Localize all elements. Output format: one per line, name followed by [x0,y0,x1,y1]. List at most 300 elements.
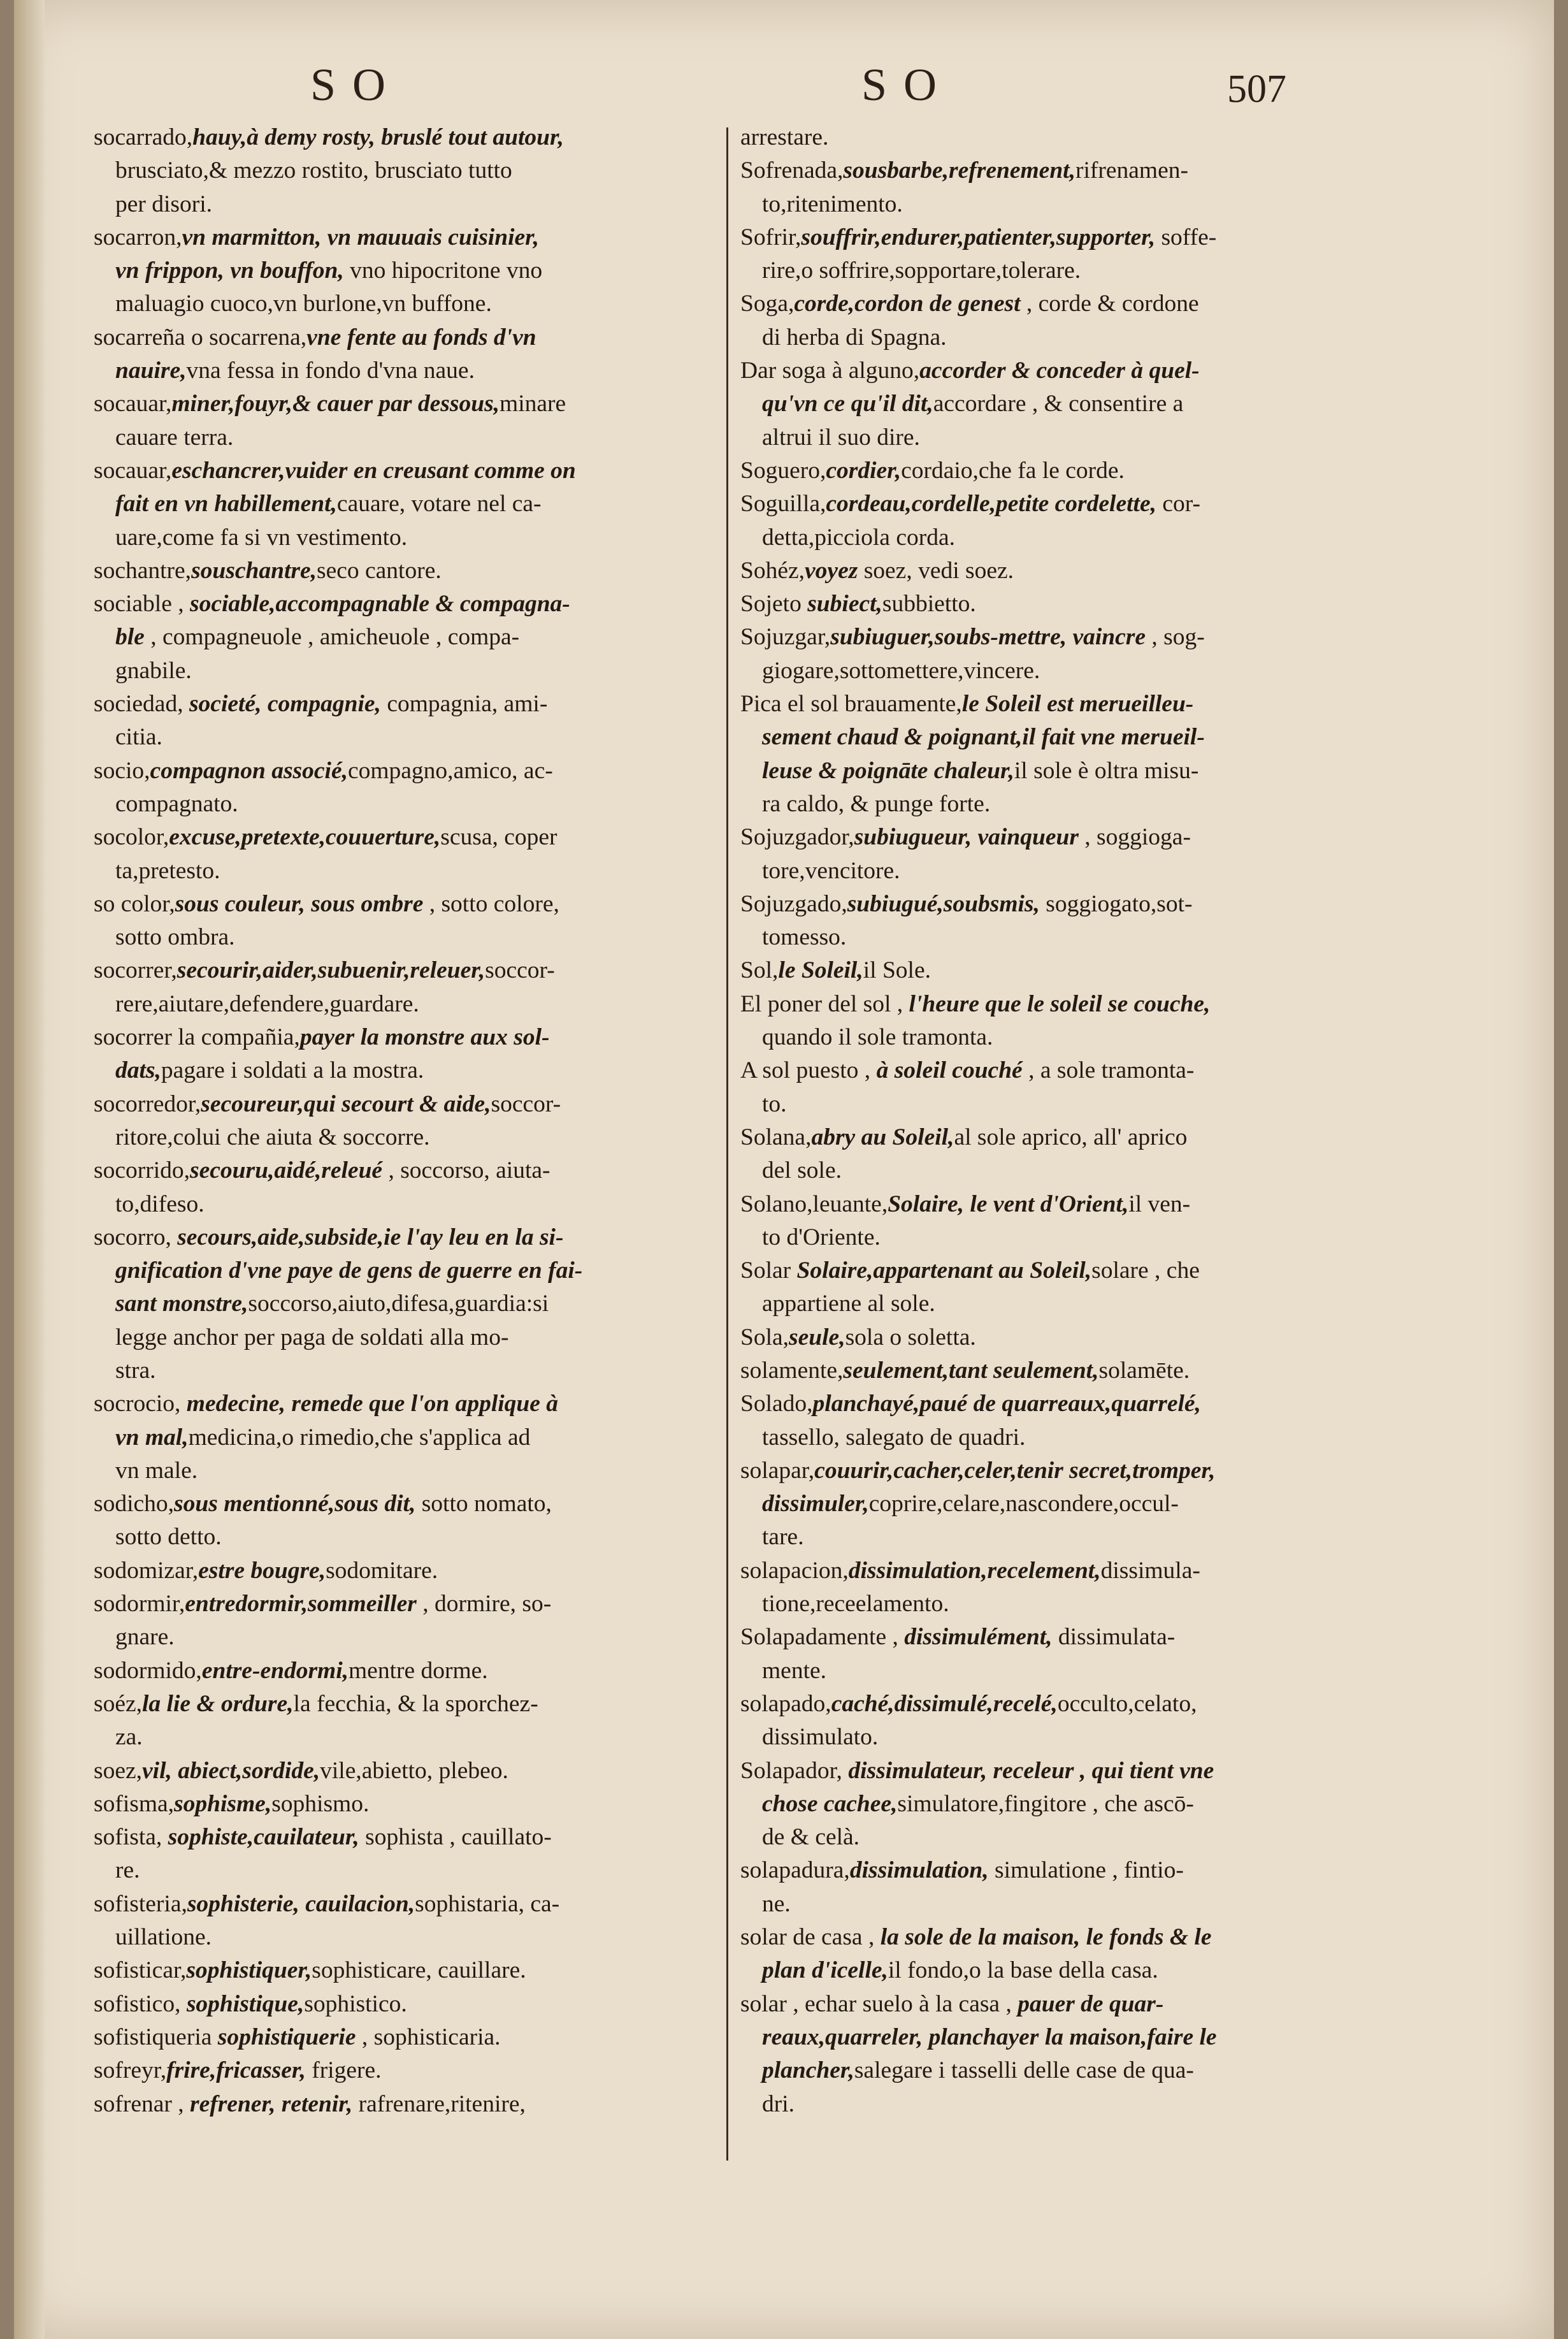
french-gloss: sophistique, [186,1990,305,2017]
entry-line [94,2021,756,2054]
entry-line [94,121,756,154]
french-gloss: le Soleil est merueilleu- [961,691,1194,718]
french-gloss: sophistiquerie [217,2024,356,2050]
entry-line [740,821,1403,854]
text-run: sodormir, [94,1591,185,1618]
french-gloss: dats, [115,1057,161,1084]
text-run: solare , che [1091,1257,1200,1284]
french-gloss: cordier, [826,457,902,484]
entry-line [740,855,1403,888]
french-gloss: nauire, [115,358,187,384]
entry-line [94,1755,756,1788]
french-gloss: sous mentionné,sous dit, [174,1491,416,1517]
entry-line [740,1321,1403,1354]
entry-line [94,688,756,721]
entry-line [94,1021,756,1054]
french-gloss: subiect, [807,591,882,618]
dictionary-entry [94,2088,756,2121]
french-gloss: subiuguer,soubs-mettre, vaincre [830,624,1146,651]
text-run: appartiene al sole. [762,1291,935,1317]
text-run: , corde & cordone [1020,291,1199,317]
entry-line [94,221,756,254]
text-run: Sojuzgador, [740,824,854,851]
dictionary-entry [740,1554,1403,1621]
dictionary-entry [94,387,756,454]
text-run: dissimulata- [1052,1624,1176,1651]
text-run: compagnia, ami- [380,691,548,718]
entry-line [94,1088,756,1121]
dictionary-entry [94,1954,756,1987]
entry-line [94,755,756,788]
text-run: quando il sole tramonta. [762,1024,993,1051]
text-run: Sola, [740,1324,789,1351]
entry-line [740,121,1403,154]
dictionary-entry [740,1387,1403,1454]
entry-line [740,287,1403,321]
text-run: sofreyr, [94,2057,167,2084]
french-gloss: ble [115,624,145,651]
dictionary-entry [740,1354,1403,1387]
french-gloss: abry au Soleil, [811,1124,954,1150]
text-run: , a sole tramonta- [1022,1057,1195,1084]
entry-line [94,1421,756,1454]
text-run: sofisteria, [94,1890,187,1917]
french-gloss: hauy,à demy rosty, bruslé tout autour, [192,124,564,150]
dictionary-entry [740,1121,1403,1188]
page-number: 507 [1227,68,1286,111]
entry-line [740,988,1403,1021]
french-gloss: refrener, retenir, [189,2090,353,2117]
entry-line [94,254,756,287]
french-gloss: la sole de la maison, le fonds & le [880,1924,1212,1951]
entry-line [740,655,1403,688]
text-run: compagnato. [115,790,238,817]
french-gloss: couurir,cacher,celer,tenir secret,tromper, [814,1457,1216,1484]
text-run: stra. [115,1357,156,1384]
text-run: rire,o soffrire,sopportare,tolerare. [762,257,1081,284]
french-gloss: Solaire, le vent d'Orient, [888,1191,1129,1217]
text-run: sophismo. [271,1790,370,1817]
french-gloss: excuse,pretexte,couuerture, [169,824,441,851]
text-run: rifrenamen- [1075,157,1188,184]
entry-line [94,1954,756,1987]
text-run: Sojuzgar, [740,624,831,651]
french-gloss: vne fente au fonds d'vn [306,324,536,351]
text-run: sofrenar , [94,2090,190,2117]
text-run: de & celà. [762,1824,860,1851]
text-run: ne. [762,1890,791,1917]
text-run: socio, [94,757,150,784]
french-gloss: corde,cordon de genest [794,291,1021,317]
text-run: uare,come fa si vn vestimento. [115,524,408,551]
entry-line [740,1854,1403,1887]
entry-line [94,354,756,387]
text-run: frigere. [305,2057,382,2084]
text-run: dissimula- [1100,1557,1200,1584]
french-gloss: l'heure que le soleil se couche, [909,990,1211,1017]
text-run: Solano,leuante, [740,1191,888,1217]
entry-line [740,354,1403,387]
dictionary-entry [94,1554,756,1588]
dictionary-entry [740,1254,1403,1321]
entry-line [94,721,756,754]
text-run: vile,abietto, plebeo. [320,1757,508,1784]
text-run: simulatione , fintio- [988,1857,1184,1884]
entry-line [740,1054,1403,1087]
entry-line [740,1954,1403,1987]
text-run: socorrer, [94,957,177,984]
text-run: sodomitare. [326,1557,438,1584]
text-run: soccor- [485,957,555,984]
entry-line [740,488,1403,521]
french-gloss: sociable,accompagnable & compagna- [190,591,570,618]
entry-line [740,1921,1403,1954]
french-gloss: dissimuler, [762,1491,869,1517]
text-run: minare [500,391,566,417]
entry-line [94,1054,756,1087]
text-run: sofisma, [94,1790,175,1817]
text-run: Soga, [740,291,795,317]
text-run: detta,picciola corda. [762,524,955,551]
text-run: socarreña o socarrena, [94,324,307,351]
text-run: soez, vedi soez. [858,557,1014,584]
french-gloss: Solaire,appartenant au Soleil, [796,1257,1092,1284]
dictionary-entry [94,1988,756,2021]
dictionary-entry [740,287,1403,354]
entry-line [94,1588,756,1621]
entry-line [94,454,756,488]
french-gloss: subiugueur, vainqueur [854,824,1079,851]
entry-line [94,954,756,987]
dictionary-entry [94,1088,756,1155]
dictionary-entry [94,888,756,955]
entry-line [740,1521,1403,1554]
entry-line [94,788,756,821]
text-run: ra caldo, & punge forte. [762,790,991,817]
entry-line [94,154,756,187]
text-run: , soggioga- [1078,824,1191,851]
text-run: socolor, [94,824,169,851]
entry-line [94,1121,756,1154]
text-run: , dormire, so- [416,1591,552,1618]
entry-line [94,621,756,654]
text-run: tare. [762,1524,804,1551]
french-gloss: voyez [805,557,858,584]
french-gloss: qu'vn ce qu'il dit, [762,391,933,417]
entry-line [740,2054,1403,2087]
french-gloss: sement chaud & poignant,il fait vne merueil- [762,724,1205,751]
text-run: vno hipocritone vno [343,257,543,284]
dictionary-entry [740,1988,1403,2121]
entry-line [740,554,1403,588]
entry-line [740,1421,1403,1454]
entry-line [740,1121,1403,1154]
entry-line [94,521,756,554]
text-run: gnare. [115,1624,175,1651]
text-run: sofistico, [94,1990,187,2017]
text-run: sophistico. [304,1990,407,2017]
text-run: socorrer la compañia, [94,1024,300,1051]
running-head-left: SO [310,59,403,110]
dictionary-entry [94,821,756,888]
entry-line [94,1287,756,1321]
french-gloss: sous couleur, sous ombre [175,890,424,917]
dictionary-entry [740,821,1403,888]
french-gloss: frire,fricasser, [166,2057,306,2084]
french-gloss: seule, [789,1324,845,1351]
text-run: socauar, [94,457,172,484]
text-run: to d'Oriente. [762,1224,881,1250]
entry-line [740,1287,1403,1321]
text-run: pagare i soldati a la mostra. [161,1057,424,1084]
text-run: solamēte. [1098,1357,1190,1384]
dictionary-entry [94,954,756,1021]
text-run: giogare,sottomettere,vincere. [762,657,1040,684]
french-gloss: entredormir,sommeiller [185,1591,417,1618]
entry-line [740,1254,1403,1287]
entry-line [94,1821,756,1854]
dictionary-entry [740,1188,1403,1255]
french-gloss: dissimulateur, receleur , qui tient vne [848,1757,1214,1784]
text-run: medicina,o rimedio,che s'applica ad [188,1424,531,1451]
dictionary-entry [740,1854,1403,1921]
text-run: per disori. [115,191,213,217]
french-gloss: dissimulation, [849,1857,989,1884]
dictionary-entry [94,1788,756,1821]
entry-line [94,1188,756,1221]
text-run: soccorso,aiuto,difesa,guardia:si [248,1291,549,1317]
dictionary-entry [740,488,1403,554]
dictionary-entry [740,1688,1403,1755]
entry-line [740,888,1403,921]
entry-line [94,1921,756,1954]
entry-line [94,387,756,421]
text-run: rafrenare,ritenire, [352,2090,526,2117]
french-gloss: sophisme, [174,1790,272,1817]
dictionary-entry [94,755,756,822]
entry-line [740,1655,1403,1688]
french-gloss: souschantre, [191,557,317,584]
entry-line [94,921,756,954]
text-run: sophista , cauillato- [359,1824,552,1851]
text-run: tore,vencitore. [762,857,900,884]
entry-line [94,2054,756,2087]
entry-line [94,1221,756,1254]
entry-line [740,1554,1403,1588]
entry-line [94,287,756,321]
text-run: Sofrenada, [740,157,844,184]
text-run: Sofrir, [740,224,802,250]
french-gloss: vn marmitton, vn mauuais cuisinier, [182,224,540,250]
text-run: la fecchia, & la sporchez- [293,1690,538,1717]
text-run: El poner del sol , [740,990,909,1017]
french-gloss: cordeau,cordelle,petite cordelette, [826,491,1156,518]
entry-line [740,1021,1403,1054]
french-gloss: payer la monstre aux sol- [299,1024,550,1051]
entry-line [94,988,756,1021]
entry-line [740,1588,1403,1621]
entry-line [740,454,1403,488]
french-gloss: planchayé,paué de quarreaux,quarrelé, [812,1391,1201,1417]
text-run: Solapador, [740,1757,849,1784]
text-run: accordare , & consentire a [933,391,1184,417]
text-run: del sole. [762,1157,842,1184]
entry-line [740,621,1403,654]
text-run: solapar, [740,1457,815,1484]
text-run: to,ritenimento. [762,191,903,217]
right-column [740,121,1403,2282]
dictionary-entry [740,554,1403,588]
entry-line [740,1788,1403,1821]
text-run: ritore,colui che aiuta & soccorre. [115,1124,430,1150]
dictionary-entry [94,121,756,221]
french-gloss: dissimulation,recelement, [848,1557,1101,1584]
entry-line [740,954,1403,987]
entry-line [740,421,1403,454]
french-gloss: entre-endormi, [201,1657,349,1684]
french-gloss: reaux,quarreler, planchayer la maison,faire le [762,2024,1217,2050]
text-run: sofista, [94,1824,168,1851]
running-head-right: SO [861,59,954,110]
entry-line [740,588,1403,621]
text-run: solar , echar suelo à la casa , [740,1990,1018,2017]
entry-line [740,1888,1403,1921]
text-run: il ven- [1128,1191,1191,1217]
text-run: maluagio cuoco,vn burlone,vn buffone. [115,291,492,317]
text-run: citia. [115,724,162,751]
dictionary-entry [94,1021,756,1088]
text-run: gnabile. [115,657,192,684]
entry-line [740,755,1403,788]
french-gloss: plan d'icelle, [762,1957,888,1984]
french-gloss: plancher, [762,2057,854,2084]
entry-line [94,821,756,854]
dictionary-entry [740,154,1403,221]
text-run: rere,aiutare,defendere,guardare. [115,990,419,1017]
text-run: socarron, [94,224,182,250]
french-gloss: seulement,tant seulement, [843,1357,1099,1384]
text-run: solapado, [740,1690,831,1717]
entry-line [740,721,1403,754]
text-run: il fondo,o la base della casa. [888,1957,1158,1984]
text-run: coprire,celare,nascondere,occul- [868,1491,1179,1517]
text-run: tassello, salegato de quadri. [762,1424,1026,1451]
entry-line [94,1721,756,1754]
french-gloss: chose cachee, [762,1790,898,1817]
text-run: il sole è oltra misu- [1014,757,1199,784]
text-run: solapacion, [740,1557,849,1584]
entry-line [740,1688,1403,1721]
dictionary-entry [740,954,1403,987]
text-run: mentre dorme. [349,1657,488,1684]
text-run: Solar [740,1257,797,1284]
text-run: sociedad, [94,691,189,718]
entry-line [94,655,756,688]
entry-line [94,1488,756,1521]
text-run: tomesso. [762,924,847,951]
entry-line [94,188,756,221]
dictionary-entry [94,588,756,688]
entry-line [94,421,756,454]
text-run: soccor- [491,1090,561,1117]
dictionary-entry [94,2021,756,2054]
french-gloss: vn frippon, vn bouffon, [115,257,344,284]
dictionary-entry [94,1221,756,1387]
entry-line [740,1454,1403,1488]
dictionary-entry [94,221,756,321]
text-run: sofistiqueria [94,2024,218,2050]
dictionary-entry [94,1588,756,1655]
entry-line [94,1888,756,1921]
text-run: , compagneuole , amicheuole , compa- [144,624,520,651]
entry-line [740,154,1403,187]
text-run: socrocio, [94,1391,187,1417]
text-run: soéz, [94,1690,143,1717]
text-run: , sotto colore, [423,890,559,917]
french-gloss: accorder & conceder à quel- [919,358,1200,384]
french-gloss: à soleil couché [876,1057,1023,1084]
text-run: sodicho, [94,1491,175,1517]
entry-line [94,888,756,921]
french-gloss: sousbarbe,refrenement, [843,157,1075,184]
french-gloss: medecine, remede que l'on applique à [186,1391,559,1417]
text-run: vn male. [115,1457,198,1484]
text-run: sotto ombra. [115,924,235,951]
entry-line [740,254,1403,287]
french-gloss: caché,dissimulé,recelé, [831,1690,1058,1717]
entry-line [740,1354,1403,1387]
text-run: soez, [94,1757,143,1784]
text-run: cor- [1156,491,1200,518]
dictionary-entry [740,1454,1403,1554]
entry-line [94,554,756,588]
dictionary-entry [94,1688,756,1755]
text-run: arrestare. [740,124,829,150]
dictionary-entry [94,554,756,588]
entry-line [94,1154,756,1187]
french-gloss: la lie & ordure, [142,1690,294,1717]
entry-line [94,1387,756,1421]
french-gloss: sophiste,cauilateur, [168,1824,359,1851]
text-run: solamente, [740,1357,844,1384]
text-run: scusa, coper [440,824,557,851]
page-binding-edge [14,0,45,2339]
text-run: Pica el sol brauamente, [740,691,962,718]
entry-line [94,588,756,621]
text-run: sociable , [94,591,190,618]
text-run: seco cantore. [317,557,442,584]
french-gloss: miner,fouyr,& cauer par dessous, [171,391,500,417]
text-run: solapadura, [740,1857,850,1884]
text-run: , sog- [1146,624,1205,651]
entry-line [740,1821,1403,1854]
text-run: tione,receelamento. [762,1591,949,1618]
dictionary-entry [740,1921,1403,1988]
entry-line [740,221,1403,254]
entry-line [94,2088,756,2121]
entry-line [94,1254,756,1287]
french-gloss: eschancrer,vuider en creusant comme on [171,457,576,484]
french-gloss: le Soleil, [778,957,863,984]
french-gloss: vil, abiect,sordide, [142,1757,320,1784]
entry-line [94,1688,756,1721]
entry-line [740,1088,1403,1121]
dictionary-entry [740,1621,1403,1688]
entry-line [94,1454,756,1488]
text-run: ta,pretesto. [115,857,220,884]
dictionary-entry [94,2054,756,2087]
entry-line [94,1621,756,1654]
